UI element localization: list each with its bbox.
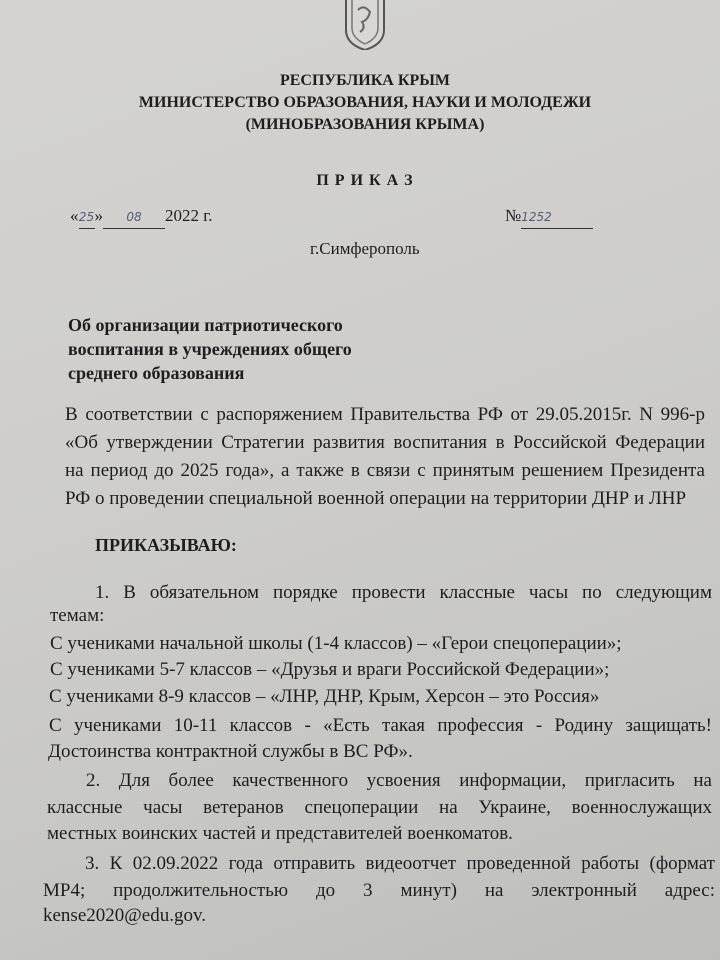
body-line: С учениками начальной школы (1-4 классов) – «Герои спецоперации»; <box>50 633 622 654</box>
header-ministry: МИНИСТЕРСТВО ОБРАЗОВАНИЯ, НАУКИ И МОЛОДЕЖИ <box>138 94 592 111</box>
order-number: №1252 <box>505 205 593 229</box>
header-republic: РЕСПУБЛИКА КРЫМ <box>279 72 451 89</box>
order-word: ПРИКАЗЫВАЮ: <box>95 535 237 555</box>
preamble-line: на период до 2025 года», а также в связи с принятым решением Президента <box>65 460 705 481</box>
body-line: Достоинства контрактной службы в ВС РФ». <box>48 741 413 762</box>
body-line: MP4; продолжительностью до 3 минут) на электронный адрес: <box>43 880 715 901</box>
preamble-line: «Об утверждении Стратегии развития воспитания в Российской Федерации <box>65 432 705 453</box>
body-line: темам: <box>50 605 105 626</box>
body-line: местных воинских частей и представителей военкоматов. <box>47 823 513 844</box>
city: г.Симферополь <box>310 239 420 258</box>
preamble-line: В соответствии с распоряжением Правительства РФ от 29.05.2015г. N 996-р <box>65 404 705 425</box>
email-address: kense2020@edu.gov. <box>43 905 206 926</box>
coat-of-arms-emblem <box>342 0 388 50</box>
subject-line: среднего образования <box>68 363 245 383</box>
subject-line: воспитания в учреждениях общего <box>68 339 352 359</box>
body-line: классные часы ветеранов спецоперации на Украине, военнослужащих <box>47 797 712 818</box>
body-line: 1. В обязательном порядке провести классные часы по следующим <box>95 582 712 603</box>
preamble-line: РФ о проведении специальной военной операции на территории ДНР и ЛНР <box>65 488 687 509</box>
body-line: 3. К 02.09.2022 года отправить видеоотчет проведенной работы (формат <box>85 853 715 874</box>
body-line: С учениками 8-9 классов – «ЛНР, ДНР, Крым, Херсон – это Россия» <box>49 686 600 707</box>
body-line: 2. Для более качественного усвоения информации, пригласить на <box>86 770 712 791</box>
body-line: С учениками 10-11 классов - «Есть такая профессия - Родину защищать! <box>49 715 712 736</box>
header-ministry-short: (МИНОБРАЗОВАНИЯ КРЫМА) <box>245 116 485 133</box>
order-date: «25» 08 2022 г. <box>70 205 213 229</box>
subject-line: Об организации патриотического <box>68 315 343 335</box>
body-line: С учениками 5-7 классов – «Друзья и враги Российской Федерации»; <box>50 659 610 680</box>
document-title: П Р И К А З <box>316 172 414 189</box>
